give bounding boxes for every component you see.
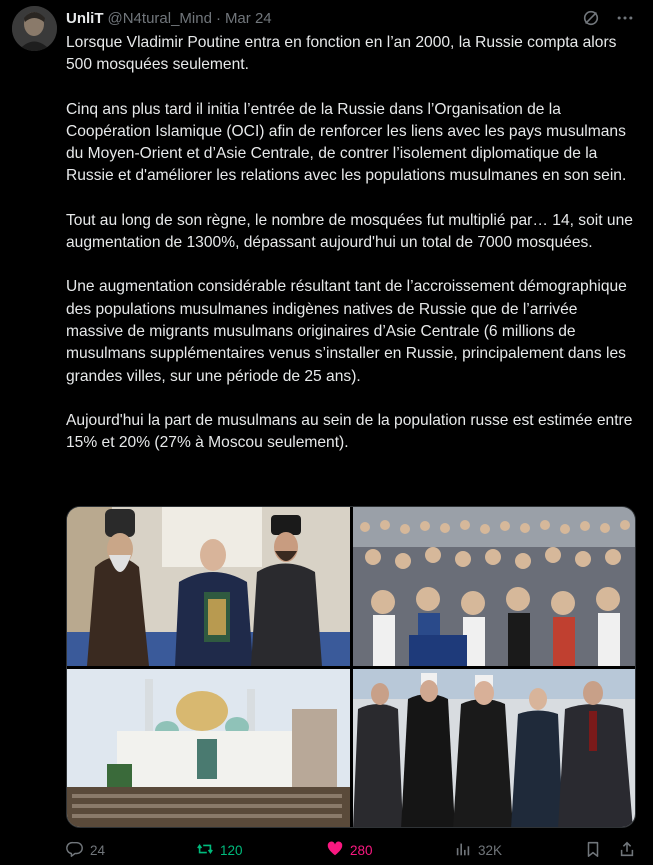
media-photo-mosque[interactable]	[67, 669, 350, 828]
tweet-text	[66, 32, 636, 476]
author-handle[interactable]: @N4tural_Mind	[107, 9, 212, 27]
bookmark-icon	[584, 840, 602, 861]
tweet-actions	[66, 840, 636, 864]
author-name[interactable]: UnliT	[66, 9, 104, 27]
header-actions	[581, 8, 635, 28]
tweet-date[interactable]: Mar 24	[224, 9, 272, 27]
repost-icon	[196, 840, 214, 861]
tweet-paragraph: Tout au long de son règne, le nombre de mosquées fut multiplié par… 14, soit une augmentation de 1300%, dépassant aujourd'hui un total de 7000 mosquées.	[66, 211, 633, 252]
share-button[interactable]	[618, 840, 636, 861]
media-photo-crowd[interactable]	[353, 507, 636, 666]
repost-count: 120	[220, 843, 243, 858]
repost-button[interactable]	[196, 840, 243, 861]
tweet-paragraph: Aujourd'hui la part de musulmans au sein de la population russe est estimée entre 15% et 20% (27% à Moscou seulement).	[66, 411, 633, 452]
tweet-paragraph: Lorsque Vladimir Poutine entra en fonction en l’an 2000, la Russie compta alors 500 mosquées seulement.	[66, 34, 617, 74]
separator: ·	[215, 9, 221, 27]
views-count: 32K	[478, 843, 503, 858]
bookmark-button[interactable]	[584, 840, 602, 861]
media-photo-ceremony[interactable]	[353, 669, 636, 828]
avatar[interactable]	[12, 6, 57, 51]
like-icon	[326, 840, 344, 861]
share-icon	[618, 840, 636, 861]
reply-icon	[66, 840, 84, 861]
more-icon[interactable]	[615, 8, 635, 28]
media-grid	[66, 506, 636, 828]
tweet-header	[66, 8, 272, 28]
grok-icon[interactable]	[581, 8, 601, 28]
reply-button[interactable]	[66, 840, 105, 861]
like-button[interactable]	[326, 840, 373, 861]
tweet-paragraph: Une augmentation considérable résultant tant de l’accroissement démographique des populations musulmanes indigènes natives de Russie que de l’arrivée massive de migrants musulmans originaires d’Asie Centrale (6 millions de musulmans supplémentaires venus s’installer en Russie, principalement dans les grandes villes, sur une période de 25 ans).	[66, 278, 627, 385]
views-icon	[454, 840, 472, 861]
tweet-paragraph: Cinq ans plus tard il initia l’entrée de la Russie dans l’Organisation de la Coopération Islamique (OCI) afin de renforcer les liens avec les pays musulmans du Moyen-Orient et d’Asie Centrale, de contrer l’isolement diplomatique de la Russie et d'améliorer les relations avec les populations musulmanes en son sein.	[66, 100, 627, 185]
reply-count: 24	[90, 843, 106, 858]
like-count: 280	[350, 843, 373, 858]
views-button[interactable]	[454, 840, 502, 861]
media-photo-officials[interactable]	[67, 507, 350, 666]
